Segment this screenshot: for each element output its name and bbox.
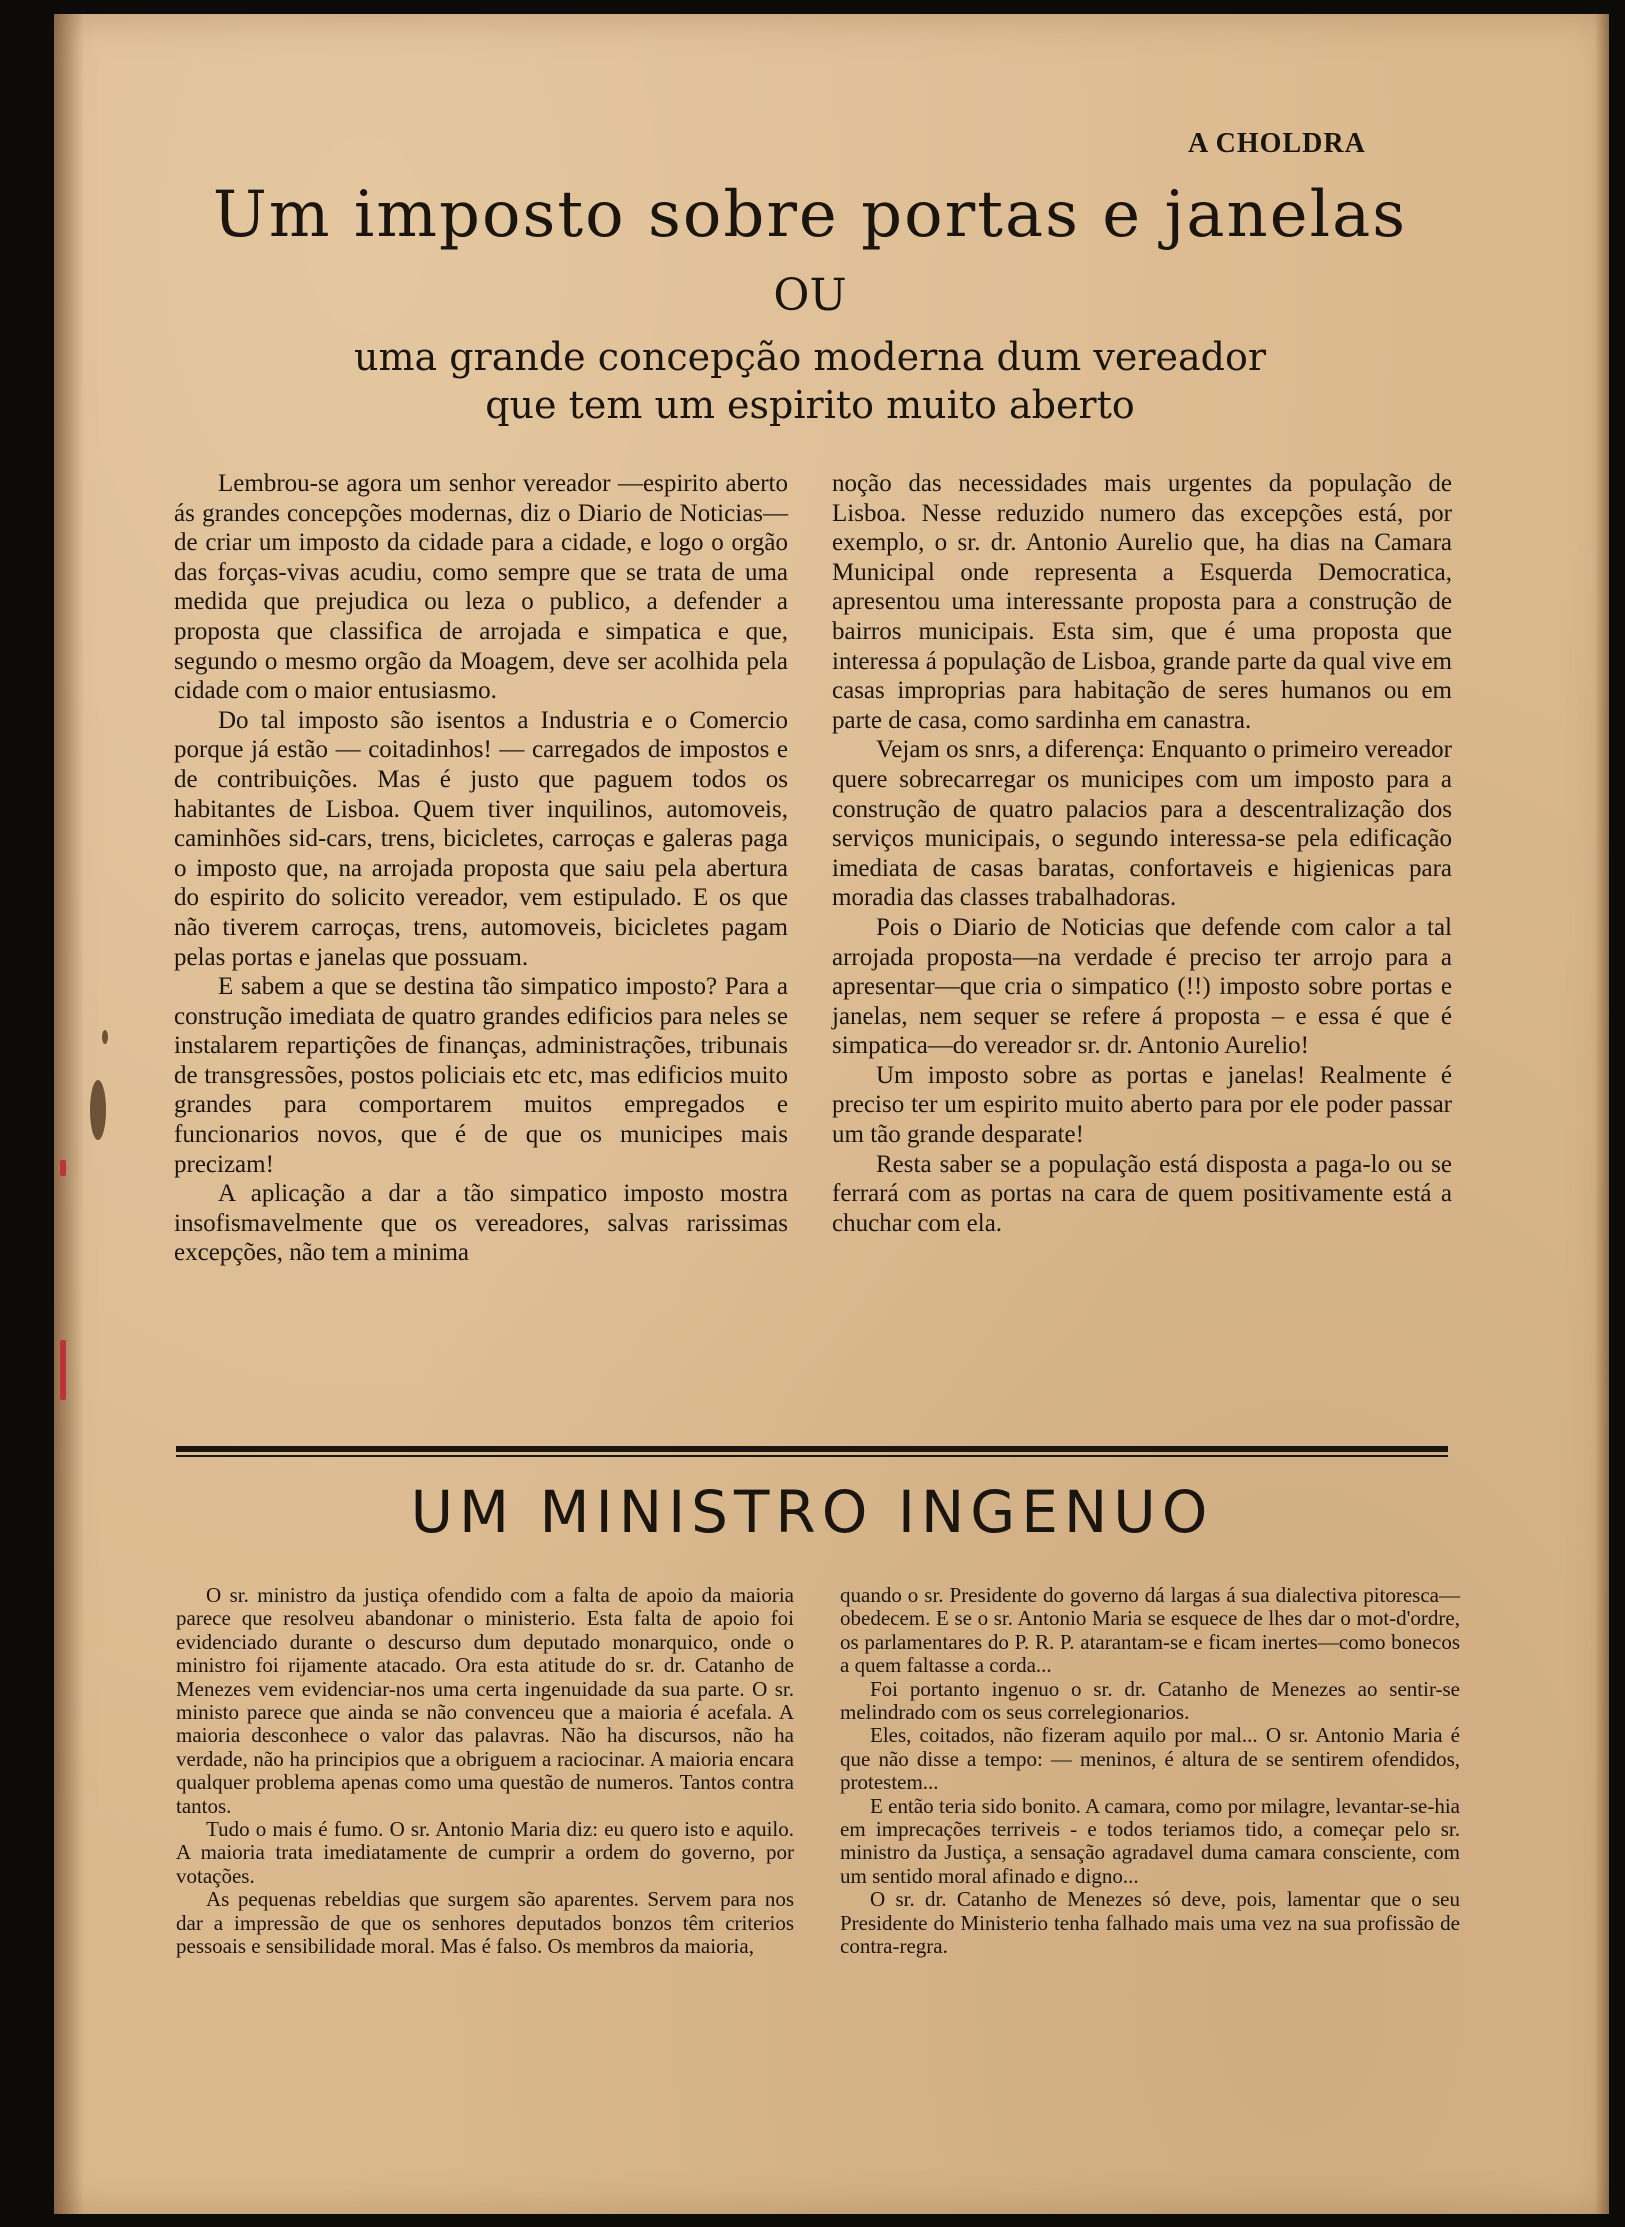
article-title: UM MINISTRO INGENUO [410, 1478, 1214, 1546]
masthead: A CHOLDRA [1188, 128, 1366, 159]
paragraph: O sr. dr. Catanho de Menezes só deve, pois, lamentar que o seu Presidente do Ministerio tenha falhado mais uma vez na sua profissão de contra-regra. [840, 1887, 1460, 1959]
page-spine-shadow [54, 14, 84, 2214]
paragraph: Um imposto sobre as portas e janelas! Realmente é preciso ter um espirito muito aberto para por ele poder passar um tão grande desparate! [832, 1061, 1452, 1149]
paragraph: O sr. ministro da justiça ofendido com a falta de apoio da maioria parece que resolveu abandonar o ministerio. Esta falta de apoio foi evidenciado durante o descurso dum deputado monarquico, onde o ministro foi rijamente atacado. Ora esta atitude do sr. dr. Catanho de Menezes vem evidenciar-nos uma certa ingenuidade da sua parte. O sr. ministo parece que ainda se não convenceu que a maioria é acefala. A maioria desconhece o valor das palavras. Não ha discursos, não ha verdade, não ha principios que a obriguem a raciocinar. A maioria encara qualquer problema apenas como uma questão de numeros. Tantos contra tantos. [176, 1583, 794, 1818]
paragraph: Pois o Diario de Noticias que defende com calor a tal arrojada proposta—na verdade é preciso ter arrojo para a apresentar—que cria o simpatico (!!) imposto sobre portas e janelas, nem sequer se refere á proposta – e essa é que é simpatica—do vereador sr. dr. Antonio Aurelio! [832, 913, 1452, 1060]
paragraph: Eles, coitados, não fizeram aquilo por mal... O sr. Antonio Maria é que não disse a tempo: — meninos, é altura de se sentirem ofendidos, protestem... [840, 1723, 1460, 1795]
subtitle-line: uma grande concepção moderna dum vereador [353, 335, 1267, 379]
article-title-conjunction: OU [773, 270, 847, 321]
red-margin-mark [60, 1160, 66, 1176]
section-divider [176, 1446, 1448, 1452]
ink-stain [102, 1030, 108, 1044]
article-column-left [174, 469, 788, 1268]
paragraph: Do tal imposto são isentos a Industria e o Comercio porque já estão — coitadinhos! — carregados de impostos e de contribuições. Mas é justo que paguem todos os habitantes de Lisboa. Quem tiver inquilinos, automoveis, caminhões sid-cars, trens, bicicletes, carroças e galeras paga o imposto que, na arrojada proposta que saiu pela abertura do espirito do solicito vereador, vem estipulado. E os que não tiverem carroças, trens, automoveis, bicicletes pagam pelas portas e janelas que possuam. [174, 706, 788, 971]
article-column-left [176, 1584, 794, 1959]
article-column-right [832, 469, 1452, 1238]
paragraph: E sabem a que se destina tão simpatico imposto? Para a construção imediata de quatro grandes edificios para neles se instalarem repartições de finanças, administrações, tribunais de transgressões, postos policiais etc etc, mas edificios muito grandes para comportarem muitos empregados e funcionarios novos, que é de que os municipes mais precizam! [174, 973, 788, 1178]
article-title: Um imposto sobre portas e janelas [212, 178, 1408, 252]
section-divider [176, 1455, 1448, 1457]
paragraph: E então teria sido bonito. A camara, como por milagre, levantar-se-hia em imprecações terriveis - e todos teriamos tido, a começar pelo sr. ministro da Justiça, a sensação agradavel duma camara consciente, com um sentido moral afinado e digno... [840, 1793, 1460, 1888]
ink-stain [90, 1080, 106, 1140]
subtitle-line: que tem um espirito muito aberto [485, 383, 1135, 427]
paragraph: Foi portanto ingenuo o sr. dr. Catanho de Menezes ao sentir-se melindrado com os seus correlegionarios. [840, 1676, 1460, 1725]
article-subtitle [150, 333, 1470, 429]
paragraph: A aplicação a dar a tão simpatico imposto mostra insofismavelmente que os vereadores, salvas rarissimas excepções, não tem a minima [174, 1180, 788, 1267]
article-column-right [840, 1584, 1460, 1959]
red-margin-mark [60, 1340, 66, 1400]
paragraph: noção das necessidades mais urgentes da população de Lisboa. Nesse reduzido numero das excepções está, por exemplo, o sr. dr. Antonio Aurelio que, ha dias na Camara Municipal onde representa a Esquerda Democratica, apresentou uma interessante proposta para a construção de bairros municipais. Esta sim, que é uma proposta que interessa á população de Lisboa, grande parte da qual vive em casas improprias para habitação de seres humanos ou em parte de casa, como sardinha em canastra. [832, 470, 1452, 734]
paragraph: quando o sr. Presidente do governo dá largas á sua dialectiva pitoresca—obedecem. E se o sr. Antonio Maria se esquece de lhes dar o mot-d'ordre, os parlamentares do P. R. P. atarantam-se e ficam inertes—como bonecos a quem faltasse a corda... [840, 1583, 1460, 1678]
paragraph: Resta saber se a população está disposta a paga-lo ou se ferrará com as portas na cara de quem positivamente está a chuchar com ela. [832, 1150, 1452, 1237]
paragraph: Lembrou-se agora um senhor vereador —espirito aberto ás grandes concepções modernas, diz o Diario de Noticias—de criar um imposto da cidade para a cidade, e logo o orgão das forças-vivas acudiu, como sempre que se trata de uma medida que prejudica ou leza o publico, a defender a proposta que classifica de arrojada e simpatica e que, segundo o mesmo orgão da Moagem, deve ser acolhida pela cidade com o maior entusiasmo. [174, 470, 788, 705]
paragraph: As pequenas rebeldias que surgem são aparentes. Servem para nos dar a impressão de que os senhores deputados bonzos têm criterios pessoais e sensibilidade moral. Mas é falso. Os membros da maioria, [176, 1887, 794, 1959]
paragraph: Tudo o mais é fumo. O sr. Antonio Maria diz: eu quero isto e aquilo. A maioria trata imediatamente de cumprir a ordem do governo, por votações. [176, 1817, 794, 1888]
page-edge [1595, 14, 1609, 2214]
paragraph: Vejam os snrs, a diferença: Enquanto o primeiro vereador quere sobrecarregar os municipes com um imposto para a construção de quatro palacios para a descentralização dos serviços municipais, o segundo interessa-se pela edificação imediata de casas baratas, confortaveis e higienicas para moradia das classes trabalhadoras. [832, 736, 1452, 912]
